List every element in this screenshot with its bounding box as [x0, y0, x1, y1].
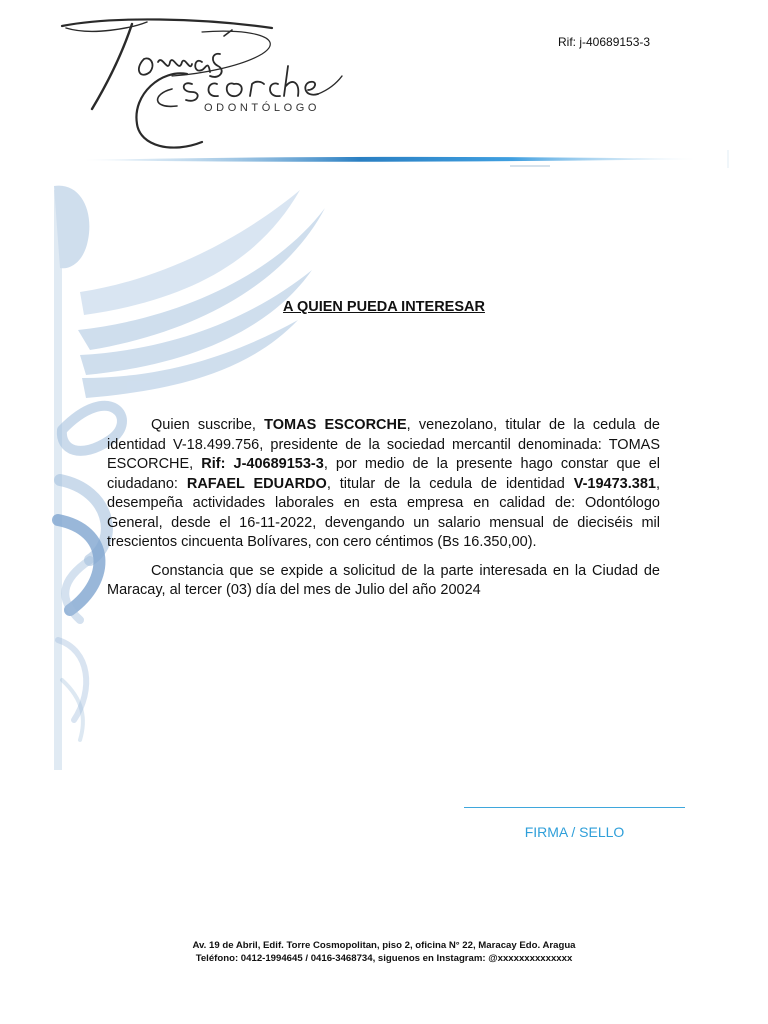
- p1-text-3: , por medio de la presente hago constar que el ciudadano:: [107, 456, 660, 492]
- p1-company-rif: Rif: J-40689153-3: [201, 456, 324, 472]
- brand-logo: [52, 14, 352, 159]
- body-paragraph-1: [107, 416, 660, 553]
- signature-line: [464, 807, 685, 808]
- p1-employee-id: V-19473.381: [573, 475, 656, 492]
- footer-address: Av. 19 de Abril, Edif. Torre Cosmopolitan, piso 2, oficina N° 22, Maracay Edo. Aragua: [192, 940, 576, 951]
- p1-text-4: , titular de la cedula de identidad: [326, 475, 574, 492]
- signature-label: FIRMA / SELLO: [524, 824, 625, 840]
- logo-subtitle: ODONTÓLOGO: [204, 102, 321, 114]
- p1-text-5: , desempeña actividades laborales en esta empresa en calidad de: Odontólogo General, desde el 16-11-2022, devengando un salario mensual de dieciséis mil trescientos cincuenta Bolívares, con cero céntimos (Bs 16.350,00).: [107, 475, 660, 550]
- p1-text-1: Quien suscribe,: [151, 417, 265, 433]
- p1-text-2: , venezolano, titular de la cedula de identidad V-18.499.756, presidente de la sociedad mercantil denominada: TOMAS ESCORCHE,: [107, 417, 660, 472]
- p1-employee-name: RAFAEL EDUARDO: [186, 475, 327, 492]
- header-divider-line: [80, 150, 730, 170]
- document-title: A QUIEN PUEDA INTERESAR: [283, 299, 485, 315]
- footer-contact: Teléfono: 0412-1994645 / 0416-3468734, siguenos en Instagram: @xxxxxxxxxxxxxx: [195, 953, 573, 964]
- body-paragraph-2: Constancia que se expide a solicitud de la parte interesada en la Ciudad de Maracay, al tercer (03) día del mes de Julio del año 20024: [107, 562, 660, 598]
- header-rif: Rif: j-40689153-3: [558, 35, 651, 49]
- document-body: [107, 416, 660, 601]
- p1-signer-name: TOMAS ESCORCHE: [264, 417, 407, 433]
- signature-logo-icon: [52, 14, 352, 159]
- footer: [0, 939, 768, 965]
